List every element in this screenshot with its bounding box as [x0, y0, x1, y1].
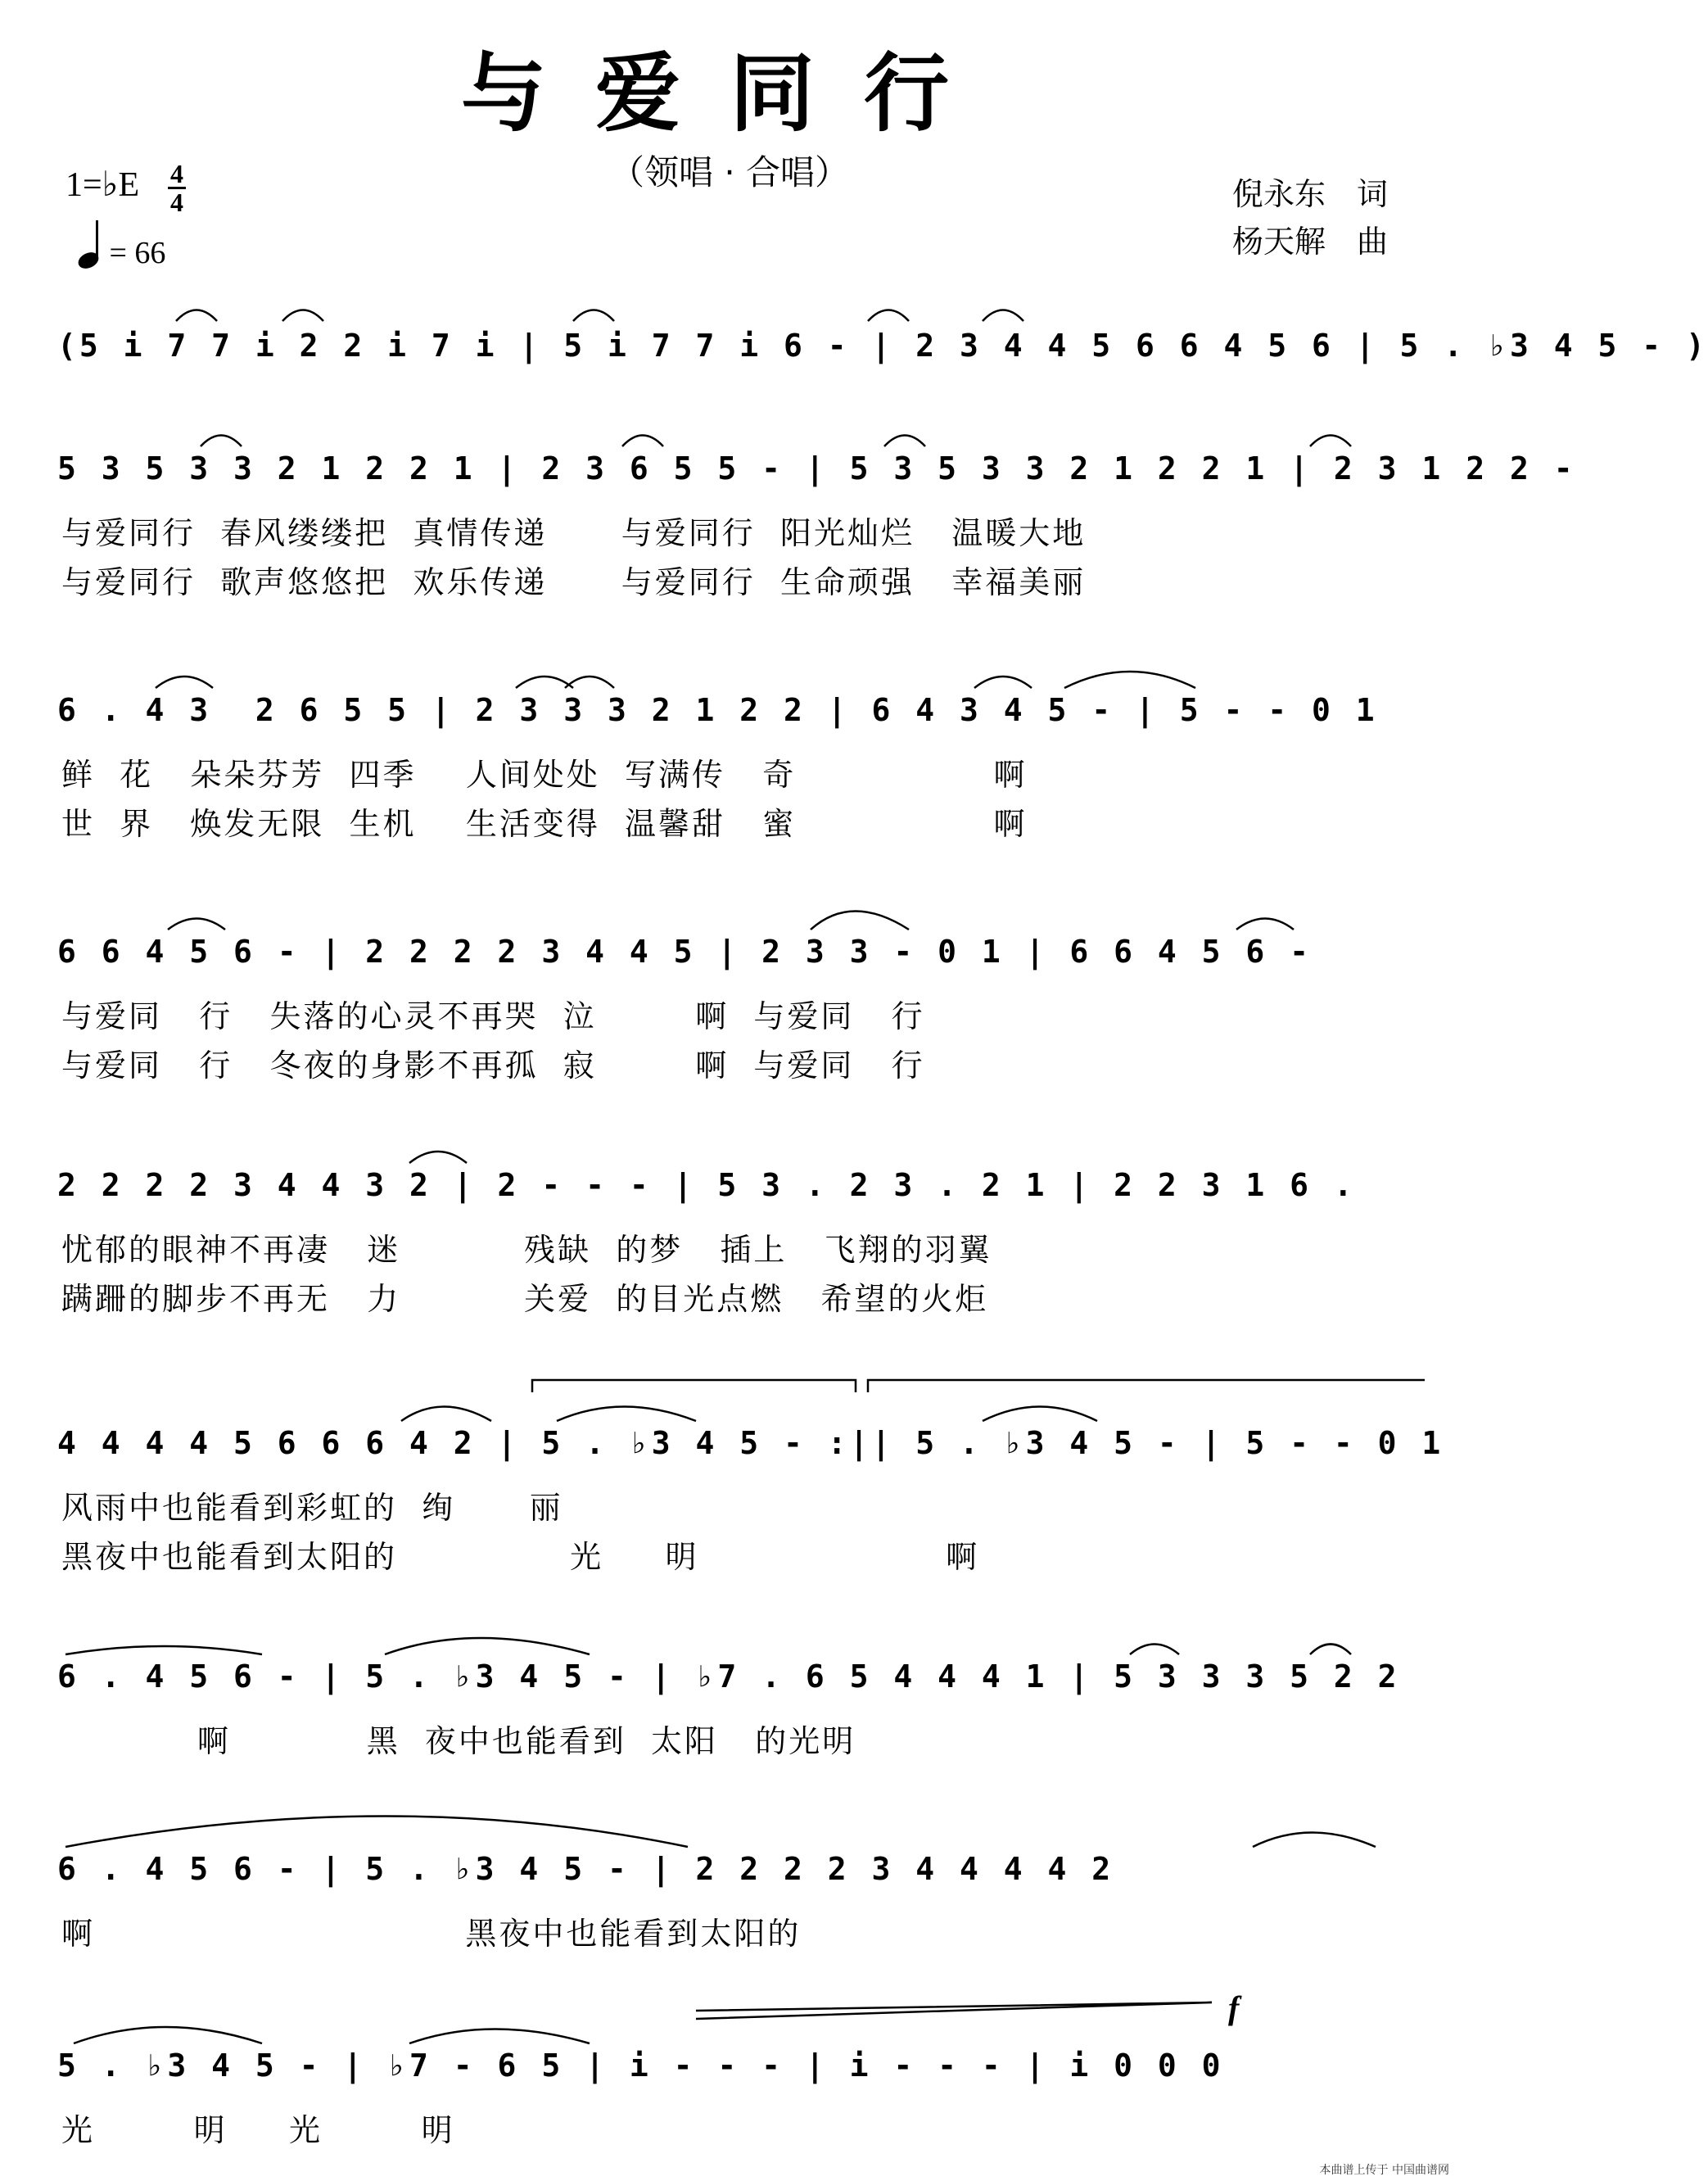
- slur: [868, 310, 909, 322]
- notes-line: 2 2 2 2 3 4 4 3 2 | 2 - - - | 5 3 . 2 3 . 2 1 | 2 2 3 1 6 .: [57, 1167, 1356, 1203]
- tempo-value: = 66: [109, 236, 166, 270]
- slur: [516, 676, 573, 688]
- slur: [1236, 919, 1294, 930]
- slur: [282, 310, 323, 322]
- lyric-verse-2: 世 界 焕发无限 生机 生活变得 温馨甜 蜜 啊: [61, 806, 1028, 842]
- lyric-verse-1: 与爱同行 春风缕缕把 真情传递 与爱同行 阳光灿烂 温暖大地: [61, 515, 1087, 551]
- dynamic-marking: f: [1228, 1989, 1240, 2026]
- slur: [66, 1817, 688, 1848]
- slur: [156, 676, 213, 688]
- notes-line: 5 3 5 3 3 2 1 2 2 1 | 2 3 6 5 5 - | 5 3 5 3 3 2 1 2 2 1 | 2 3 1 2 2 -: [57, 450, 1576, 486]
- lyric-verse-2: 蹒跚的脚步不再无 力 关爱 的目光点燃 希望的火炬: [61, 1281, 989, 1317]
- notes-line: 5 . ♭3 4 5 - | ♭7 - 6 5 | i - - - | i - - - | i 0 0 0: [57, 2048, 1224, 2084]
- volta-1: [532, 1380, 856, 1392]
- triplet-slur: [401, 1407, 491, 1422]
- lyric-verse-1: 与爱同 行 失落的心灵不再哭 泣 啊 与爱同 行: [61, 998, 925, 1034]
- lyric-line: 光 明 光 明: [61, 2112, 455, 2148]
- slur: [573, 310, 614, 322]
- slur: [74, 2027, 262, 2043]
- slur: [385, 1638, 590, 1654]
- lyric-verse-1: 鲜 花 朵朵芬芳 四季 人间处处 写满传 奇 啊: [61, 757, 1028, 793]
- slur: [1064, 672, 1195, 688]
- notes-line: 4 4 4 4 5 6 6 6 4 2 | 5 . ♭3 4 5 - :|| 5 . ♭3 4 5 - | 5 - - 0 1: [57, 1425, 1444, 1461]
- slur: [1310, 1645, 1351, 1655]
- key-signature: 1=♭E: [66, 166, 140, 204]
- footer-watermark: 本曲谱上传于 中国曲谱网: [1319, 2164, 1449, 2177]
- slur: [201, 436, 242, 447]
- slur: [983, 310, 1023, 322]
- lyric-verse-2: 黑夜中也能看到太阳的 光 明 啊: [61, 1539, 980, 1575]
- lyric-verse-2: 与爱同 行 冬夜的身影不再孤 寂 啊 与爱同 行: [61, 1048, 925, 1084]
- slur: [176, 310, 217, 322]
- notes-line: 6 6 4 5 6 - | 2 2 2 2 3 4 4 5 | 2 3 3 - 0 1 | 6 6 4 5 6 -: [57, 934, 1313, 970]
- slur: [409, 2029, 590, 2044]
- volta-2: [868, 1380, 1425, 1392]
- slur: [1130, 1645, 1179, 1655]
- triplet-slur: [1253, 1833, 1376, 1848]
- time-signature-bottom: 4: [170, 188, 183, 217]
- notes-line: (5 i 7 7 i 2 2 i 7 i | 5 i 7 7 i 6 - | 2 3 4 4 5 6 6 4 5 6 | 5 . ♭3 4 5 - ): [57, 328, 1708, 364]
- slur: [66, 1646, 262, 1654]
- lyric-verse-1: 风雨中也能看到彩虹的 绚 丽: [61, 1490, 563, 1526]
- page-title: 与爱同行: [460, 43, 998, 143]
- lyricist: 倪永东 词: [1232, 176, 1389, 212]
- slur: [974, 676, 1032, 688]
- subtitle: （领唱 · 合唱）: [609, 152, 850, 192]
- slur: [409, 1152, 467, 1163]
- slur: [983, 1407, 1097, 1422]
- lyric-line: 啊 黑 夜中也能看到 太阳 的光明: [61, 1723, 856, 1759]
- crescendo-hairpin: [696, 2002, 1212, 2019]
- slur: [168, 919, 225, 930]
- time-signature-top: 4: [170, 159, 183, 188]
- slur: [1310, 436, 1351, 447]
- lyric-verse-1: 忧郁的眼神不再凄 迷 残缺 的梦 插上 飞翔的羽翼: [61, 1232, 992, 1268]
- lyric-verse-2: 与爱同行 歌声悠悠把 欢乐传递 与爱同行 生命顽强 幸福美丽: [61, 564, 1087, 600]
- slur: [557, 1407, 696, 1422]
- notes-line: 6 . 4 3 2 6 5 5 | 2 3 3 3 2 1 2 2 | 6 4 3 4 5 - | 5 - - 0 1: [57, 692, 1378, 728]
- slur: [884, 436, 925, 447]
- notes-line: 6 . 4 5 6 - | 5 . ♭3 4 5 - | 2 2 2 2 3 4 4 4 4 2: [57, 1851, 1114, 1887]
- slur: [622, 436, 663, 447]
- composer: 杨天解 曲: [1232, 224, 1389, 260]
- slur: [811, 912, 909, 930]
- lyric-line: 啊 黑夜中也能看到太阳的: [61, 1916, 802, 1952]
- notes-line: 6 . 4 5 6 - | 5 . ♭3 4 5 - | ♭7 . 6 5 4 4 4 1 | 5 3 3 3 5 2 2: [57, 1658, 1400, 1695]
